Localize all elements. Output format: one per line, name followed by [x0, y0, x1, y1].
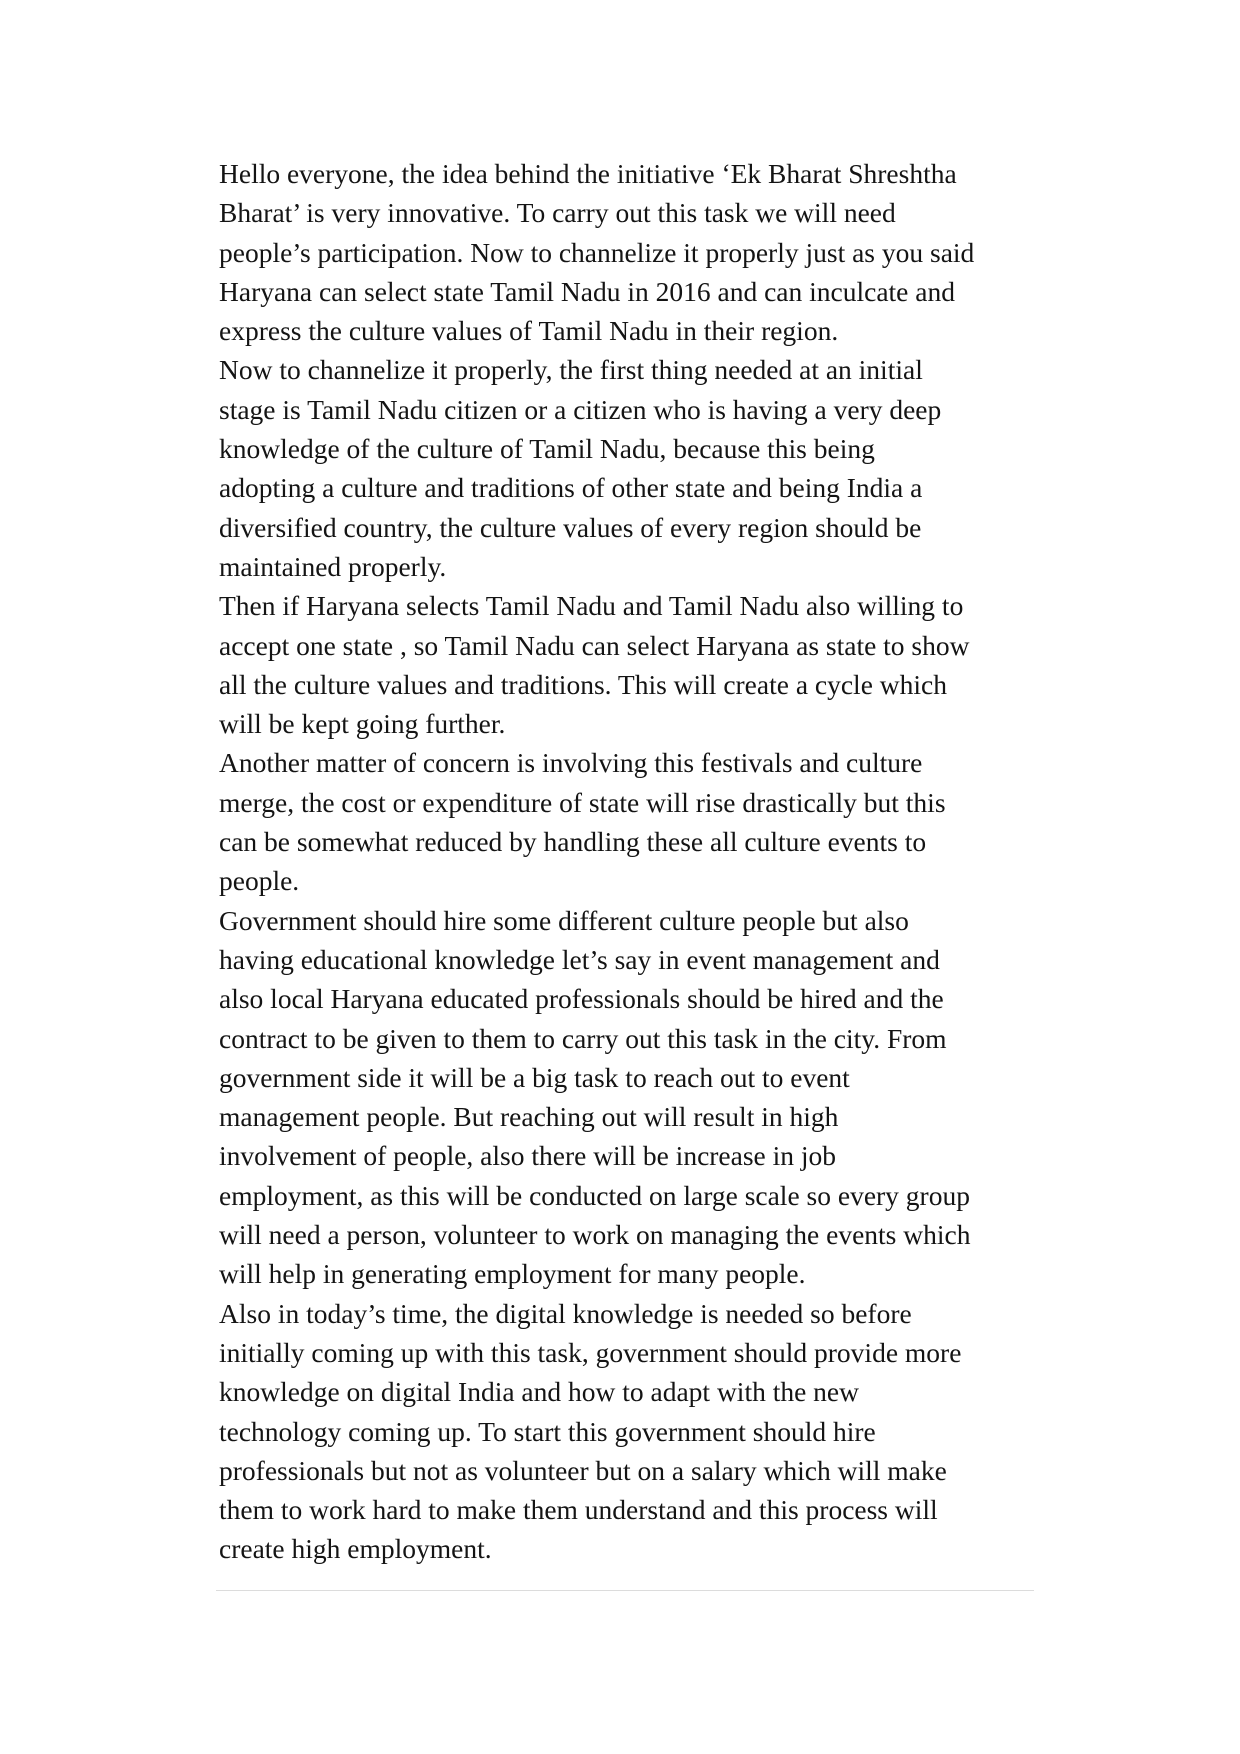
text-line: initially coming up with this task, government should provide more [219, 1336, 962, 1368]
text-line: knowledge of the culture of Tamil Nadu, because this being [219, 433, 875, 465]
horizontal-divider [216, 1590, 1034, 1591]
text-line: people’s participation. Now to channelize it properly just as you said [219, 236, 975, 268]
text-line: Bharat’ is very innovative. To carry out this task we will need [219, 197, 896, 229]
text-line: Hello everyone, the idea behind the initiative ‘Ek Bharat Shreshtha [219, 158, 957, 189]
text-line: having educational knowledge let’s say in event management and [219, 943, 940, 975]
text-line: Also in today’s time, the digital knowledge is needed so before [219, 1297, 912, 1329]
text-line: contract to be given to them to carry out this task in the city. From [219, 1022, 947, 1054]
text-line: technology coming up. To start this government should hire [219, 1415, 876, 1447]
text-line: Then if Haryana selects Tamil Nadu and Tamil Nadu also willing to [219, 590, 964, 622]
text-line: all the culture values and traditions. This will create a cycle which [219, 668, 947, 700]
text-line: can be somewhat reduced by handling these all culture events to [219, 826, 927, 858]
text-line: create high employment. [219, 1533, 492, 1565]
text-line: adopting a culture and traditions of other state and being India a [219, 472, 923, 504]
document-body [219, 154, 1039, 1569]
text-line: will help in generating employment for many people. [219, 1258, 806, 1290]
text-line: Now to channelize it properly, the first thing needed at an initial [219, 354, 923, 386]
text-line: government side it will be a big task to reach out to event [219, 1061, 850, 1093]
text-line: them to work hard to make them understand and this process will [219, 1494, 938, 1526]
text-line: express the culture values of Tamil Nadu in their region. [219, 315, 839, 347]
text-line: merge, the cost or expenditure of state will rise drastically but this [219, 786, 946, 818]
text-line: will need a person, volunteer to work on managing the events which [219, 1219, 971, 1251]
text-line: management people. But reaching out will result in high [219, 1101, 839, 1133]
text-line: maintained properly. [219, 550, 447, 582]
text-line: employment, as this will be conducted on large scale so every group [219, 1179, 970, 1211]
text-line: people. [219, 865, 300, 897]
text-line: also local Haryana educated professionals should be hired and the [219, 983, 944, 1015]
text-line: diversified country, the culture values of every region should be [219, 511, 922, 543]
text-line: stage is Tamil Nadu citizen or a citizen who is having a very deep [219, 393, 942, 425]
text-line: involvement of people, also there will be increase in job [219, 1140, 837, 1172]
text-line: Haryana can select state Tamil Nadu in 2016 and can inculcate and [219, 275, 955, 307]
text-line: will be kept going further. [219, 708, 506, 740]
text-line: Government should hire some different culture people but also [219, 904, 909, 936]
text-line: accept one state , so Tamil Nadu can select Haryana as state to show [219, 629, 970, 661]
text-line: professionals but not as volunteer but on a salary which will make [219, 1454, 947, 1486]
text-line: knowledge on digital India and how to adapt with the new [219, 1376, 859, 1408]
text-line: Another matter of concern is involving this festivals and culture [219, 747, 923, 779]
